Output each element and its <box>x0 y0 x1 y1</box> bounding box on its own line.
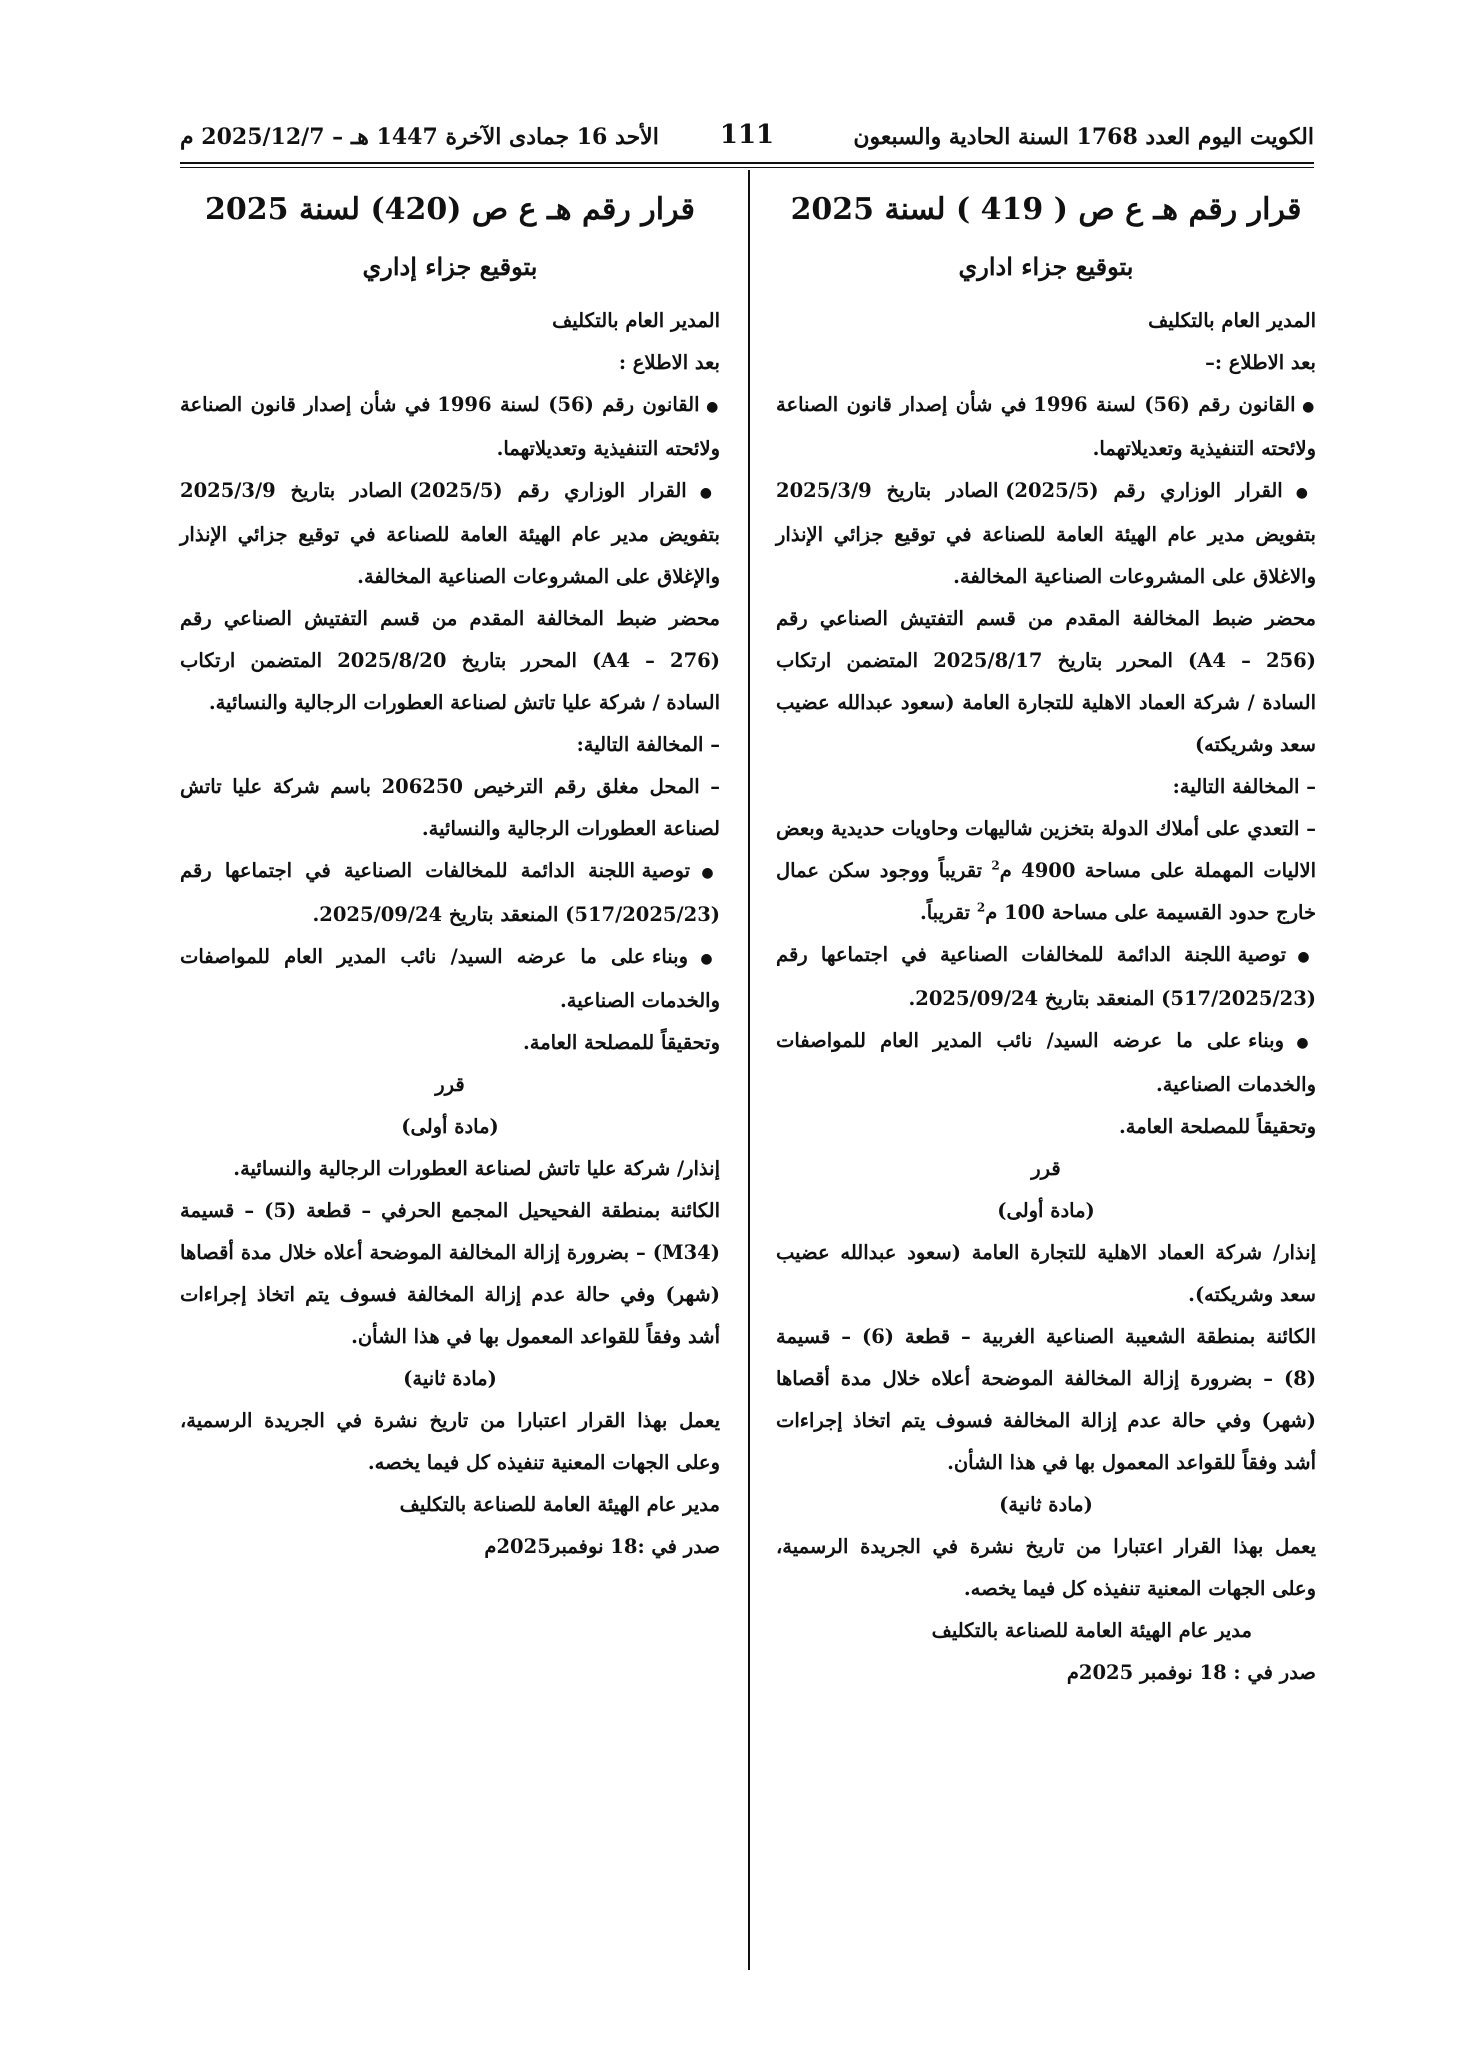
article-2-label: (مادة ثانية) <box>403 1367 497 1390</box>
gazette-issue: الكويت اليوم العدد 1768 السنة الحادية والسبعون <box>853 124 1314 150</box>
ministerial-decision: ● القرار الوزاري رقم (2025/5) الصادر بتاريخ 2025/3/9 بتفويض مدير عام الهيئة العامة للصناعة في توقيع جزائي الإنذار والاغلاق على المشروعات الصناعية المخالفة. <box>776 470 1316 598</box>
decision-subtitle: بتوقيع جزاء اداري <box>958 252 1134 281</box>
signature-line: مدير عام الهيئة العامة للصناعة بالتكليف <box>399 1493 720 1516</box>
superscript: 2 <box>991 858 1000 873</box>
decided-heading: قرر <box>1031 1157 1061 1180</box>
violation-text-part: تقريباً ووجود سكن عمال خارج حدود القسيمة على مساحة 100 م <box>776 859 1316 924</box>
director-line: المدير العام بالتكليف <box>552 309 720 332</box>
ministerial-decision: ● القرار الوزاري رقم (2025/5) الصادر بتاريخ 2025/3/9 بتفويض مدير عام الهيئة العامة للصناعة في توقيع جزائي الإنذار والإغلاق على المشروعات الصناعية المخالفة. <box>180 470 720 598</box>
article-2-text: يعمل بهذا القرار اعتبارا من تاريخ نشرة في الجريدة الرسمية، وعلى الجهات المعنية تنفيذه كل فيما يخصه. <box>776 1535 1316 1600</box>
violation-label: – المخالفة التالية: <box>576 733 720 756</box>
article-1-location: الكائنة بمنطقة الشعيبة الصناعية الغربية – قطعة (6) – قسيمة (8) – بضرورة إزالة المخالفة الموضحة أعلاه خلال مدة أقصاها (شهر) وفي حالة عدم إزالة المخالفة فسوف يتم اتخاذ إجراءات أشد وفقاً للقواعد المعمول بها في هذا الشأن. <box>776 1325 1316 1474</box>
issue-date: الأحد 16 جمادى الآخرة 1447 هـ – 2025/12/7 م <box>180 124 659 150</box>
page-number: 111 <box>719 120 775 150</box>
law-reference: ● القانون رقم (56) لسنة 1996 في شأن إصدار قانون الصناعة ولائحته التنفيذية وتعديلاتهما. <box>776 384 1316 470</box>
decision-420-column <box>180 180 720 1568</box>
violation-text-part: تقريباً. <box>919 901 977 924</box>
committee-recommendation: ● توصية اللجنة الدائمة للمخالفات الصناعية في اجتماعها رقم (517/2025/23) المنعقد بتاريخ 2025/09/24. <box>180 850 720 936</box>
article-2-text: يعمل بهذا القرار اعتبارا من تاريخ نشرة في الجريدة الرسمية، وعلى الجهات المعنية تنفيذه كل فيما يخصه. <box>180 1409 720 1474</box>
after-review-line: بعد الاطلاع : <box>618 351 720 374</box>
decision-subtitle: بتوقيع جزاء إداري <box>362 252 538 281</box>
article-2-label: (مادة ثانية) <box>999 1493 1093 1516</box>
article-1-label: (مادة أولى) <box>997 1199 1095 1222</box>
violation-text-part: – التعدي على أملاك الدولة بتخزين شاليهات وحاويات حديدية وبعض الاليات المهملة على مساحة 4900 م <box>776 817 1316 882</box>
violation-label: – المخالفة التالية: <box>1172 775 1316 798</box>
based-on-line: ● وبناء على ما عرضه السيد/ نائب المدير العام للمواصفات والخدمات الصناعية. <box>180 936 720 1022</box>
header-rule-thin <box>180 167 1314 168</box>
violation-text <box>776 808 1316 934</box>
page-header <box>180 118 1314 158</box>
superscript: 2 <box>976 900 986 915</box>
based-on-line: ● وبناء على ما عرضه السيد/ نائب المدير العام للمواصفات والخدمات الصناعية. <box>776 1020 1316 1106</box>
public-interest-line: وتحقيقاً للمصلحة العامة. <box>1118 1115 1316 1138</box>
signature-line: مدير عام الهيئة العامة للصناعة بالتكليف <box>931 1619 1252 1642</box>
decision-title: قرار رقم هـ ع ص (420) لسنة 2025 <box>205 192 695 227</box>
public-interest-line: وتحقيقاً للمصلحة العامة. <box>522 1031 720 1054</box>
after-review-line: بعد الاطلاع :– <box>1205 351 1316 374</box>
decision-title: قرار رقم هـ ع ص ( 419 ) لسنة 2025 <box>790 192 1302 227</box>
violation-report: محضر ضبط المخالفة المقدم من قسم التفتيش الصناعي رقم (A4 – 276) المحرر بتاريخ 2025/8/20 المتضمن ارتكاب السادة / شركة عليا تاتش لصناعة العطورات الرجالية والنسائية. <box>180 607 720 714</box>
committee-recommendation: ● توصية اللجنة الدائمة للمخالفات الصناعية في اجتماعها رقم (517/2025/23) المنعقد بتاريخ 2025/09/24. <box>776 934 1316 1020</box>
article-1-text: إنذار/ شركة عليا تاتش لصناعة العطورات الرجالية والنسائية. <box>233 1157 720 1180</box>
article-1-label: (مادة أولى) <box>401 1115 499 1138</box>
decision-419-column <box>776 180 1316 1694</box>
issued-date: صدر في : 18 نوفمبر 2025م <box>1066 1661 1316 1684</box>
decided-heading: قرر <box>435 1073 465 1096</box>
article-1-location: الكائنة بمنطقة الفحيحيل المجمع الحرفي – قطعة (5) – قسيمة (M34) – بضرورة إزالة المخالفة الموضحة أعلاه خلال مدة أقصاها (شهر) وفي حالة عدم إزالة المخالفة فسوف يتم اتخاذ إجراءات أشد وفقاً للقواعد المعمول بها في هذا الشأن. <box>180 1199 721 1348</box>
issued-date: صدر في :18 نوفمبر2025م <box>484 1535 720 1558</box>
law-reference: ● القانون رقم (56) لسنة 1996 في شأن إصدار قانون الصناعة ولائحته التنفيذية وتعديلاتهما. <box>180 384 720 470</box>
director-line: المدير العام بالتكليف <box>1148 309 1316 332</box>
violation-report: محضر ضبط المخالفة المقدم من قسم التفتيش الصناعي رقم (A4 – 256) المحرر بتاريخ 2025/8/17 المتضمن ارتكاب السادة / شركة العماد الاهلية للتجارة العامة (سعود عبدالله عضيب سعد وشريكته) <box>776 607 1316 756</box>
header-rule <box>180 162 1314 164</box>
article-1-text: إنذار/ شركة العماد الاهلية للتجارة العامة (سعود عبدالله عضيب سعد وشريكته). <box>776 1241 1316 1306</box>
column-divider <box>748 170 750 1970</box>
violation-text: – المحل مغلق رقم الترخيص 206250 باسم شركة عليا تاتش لصناعة العطورات الرجالية والنسائية. <box>180 775 720 840</box>
